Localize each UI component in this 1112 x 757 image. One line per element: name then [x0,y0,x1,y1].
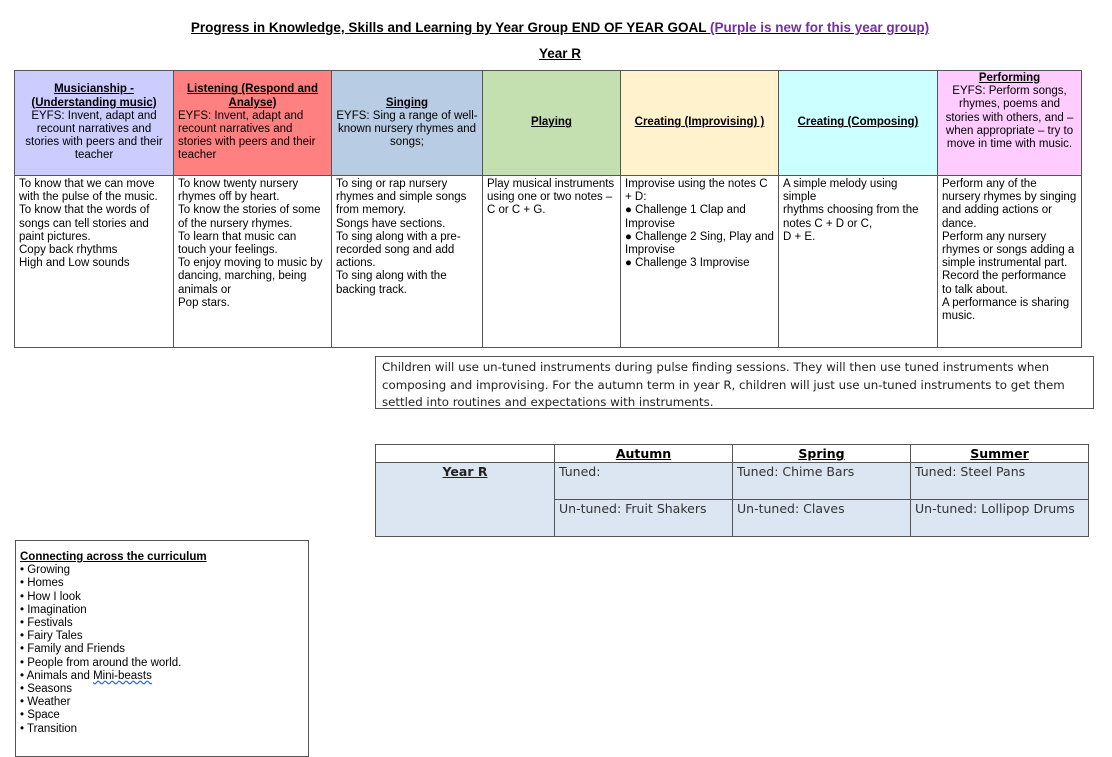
text-line: rhythms choosing from the notes C + D or C, [783,204,919,230]
term-header-row [376,445,1089,463]
term-autumn: Autumn [555,445,733,463]
header-listening [174,71,332,176]
text-line: Pop stars. [178,296,230,309]
page-title [0,20,1112,35]
header-composing-title: Creating (Composing) [797,116,919,129]
list-item: • People from around the world. [20,656,182,669]
header-performing [938,71,1082,176]
untuned-summer: Un-tuned: Lollipop Drums [911,500,1089,537]
text-line: Record the performance to talk about. [942,270,1067,296]
untuned-autumn: Un-tuned: Fruit Shakers [555,500,733,537]
list-item: • Fairy Tales [20,630,83,643]
list-item: • Homes [20,577,64,590]
instrument-table [375,444,1089,537]
text-line: A simple melody using simple [783,178,898,204]
curriculum-heading: Connecting across the curriculum [20,551,207,563]
text-line: To learn that music can touch your feelings. [178,230,297,257]
text-line: To enjoy moving to music by dancing, marching, being animals or [178,257,323,296]
tuned-row [376,463,1089,500]
text-line: Copy back rhythms [19,244,118,257]
curriculum-box [15,540,309,757]
content-row [15,176,1082,348]
text-line: To sing or rap nursery rhymes and simple songs from memory. [336,178,467,217]
text-line: Play musical instruments using one or two notes – [487,178,615,204]
term-spring: Spring [733,445,911,463]
text-line: To know that the words of songs can tell stories and paint pictures. [19,204,150,243]
cell-performing [938,176,1082,348]
tuned-summer: Tuned: Steel Pans [911,463,1089,500]
text-line: To know twenty nursery rhymes off by heart. [178,178,299,204]
header-singing-title: Singing [385,96,429,109]
instrument-note: Children will use un-tuned instruments during pulse finding sessions. They will then use tuned instruments when composing and improvising. For the autumn term in year R, children will just use un-tuned instruments to get them settled into routines and expectations with instruments. [375,356,1094,409]
text-line: ● Challenge 2 Sing, Play and Improvise [625,230,774,257]
text-line: To know the stories of some of the nursery rhymes. [178,204,321,230]
list-item: • Weather [20,696,71,709]
header-singing [332,71,483,176]
header-row [15,71,1082,176]
text-line: Perform any of the nursery rhymes by singing and adding actions or [942,178,1077,217]
header-listening-sub: EYFS: Invent, adapt and recount narratives and stories with peers and their teacher [178,109,316,162]
header-playing-title: Playing [531,116,572,129]
text-line: dance. [942,217,977,230]
tuned-spring: Tuned: Chime Bars [733,463,911,500]
list-item: • Festivals [20,617,73,630]
text-line: High and Low sounds [19,257,130,270]
year-heading: Year R [538,46,582,61]
progress-table [14,70,1082,348]
blank-header [376,445,555,463]
text-line: C or C + G. [487,204,546,217]
text-line: ● Challenge 1 Clap and Improvise [625,204,746,230]
purple-note: (Purple is new for this year group) [710,20,930,35]
cell-listening [174,176,332,348]
cell-playing [483,176,621,348]
header-musicianship-title: Musicianship - (Understanding music) [31,83,157,109]
list-item: • Transition [20,722,78,735]
animals-prefix: • Animals and [20,669,94,682]
header-composing [779,71,938,176]
text-line: To know that we can move with the pulse of the music. [19,178,158,204]
text-line: To sing along with the backing track. [336,270,447,296]
list-item: • How I look [20,590,81,603]
text-line: A performance is sharing music. [942,296,1070,323]
cell-musicianship [15,176,174,348]
cell-improvising [621,176,779,348]
text-line: ● Challenge 3 Improvise [625,257,750,270]
header-improvising-title: Creating (Improvising) ) [634,116,765,129]
header-singing-sub: EYFS: Sing a range of well-known nursery rhymes and songs; [336,109,478,149]
list-item: • Growing [20,564,71,577]
text-line: Songs have sections. [336,217,446,230]
header-listening-title: Listening (Respond and Analyse) [187,83,318,109]
year-r-label: Year R [376,463,555,537]
list-item: • Space [20,709,60,722]
text-line: Improvise using the notes C + D: [625,178,768,204]
list-item: • Imagination [20,603,87,616]
text-line: To sing along with a pre-recorded song and add actions. [336,230,461,270]
header-musicianship [15,71,174,176]
text-line: D + E. [783,230,816,243]
untuned-spring: Un-tuned: Claves [733,500,911,537]
text-line: Perform any nursery rhymes or songs adding a simple instrumental part. [942,230,1075,270]
header-improvising [621,71,779,176]
list-item: • Family and Friends [20,643,126,656]
list-item: • Seasons [20,683,72,696]
page-title-main: Progress in Knowledge, Skills and Learning by Year Group END OF YEAR GOAL [190,20,711,35]
tuned-autumn: Tuned: [555,463,733,500]
header-musicianship-sub: EYFS: Invent, adapt and recount narratives and stories with peers and their teacher [25,109,163,162]
spellcheck-word: Mini-beasts [93,669,152,682]
term-summer: Summer [911,445,1089,463]
header-performing-title: Performing [978,72,1041,84]
cell-composing [779,176,938,348]
cell-singing [332,176,483,348]
header-performing-sub: EYFS: Perform songs, rhymes, poems and stories with others, and – when appropriate – try to move in time with music. [945,85,1074,151]
list-item [20,670,308,683]
header-playing [483,71,621,176]
